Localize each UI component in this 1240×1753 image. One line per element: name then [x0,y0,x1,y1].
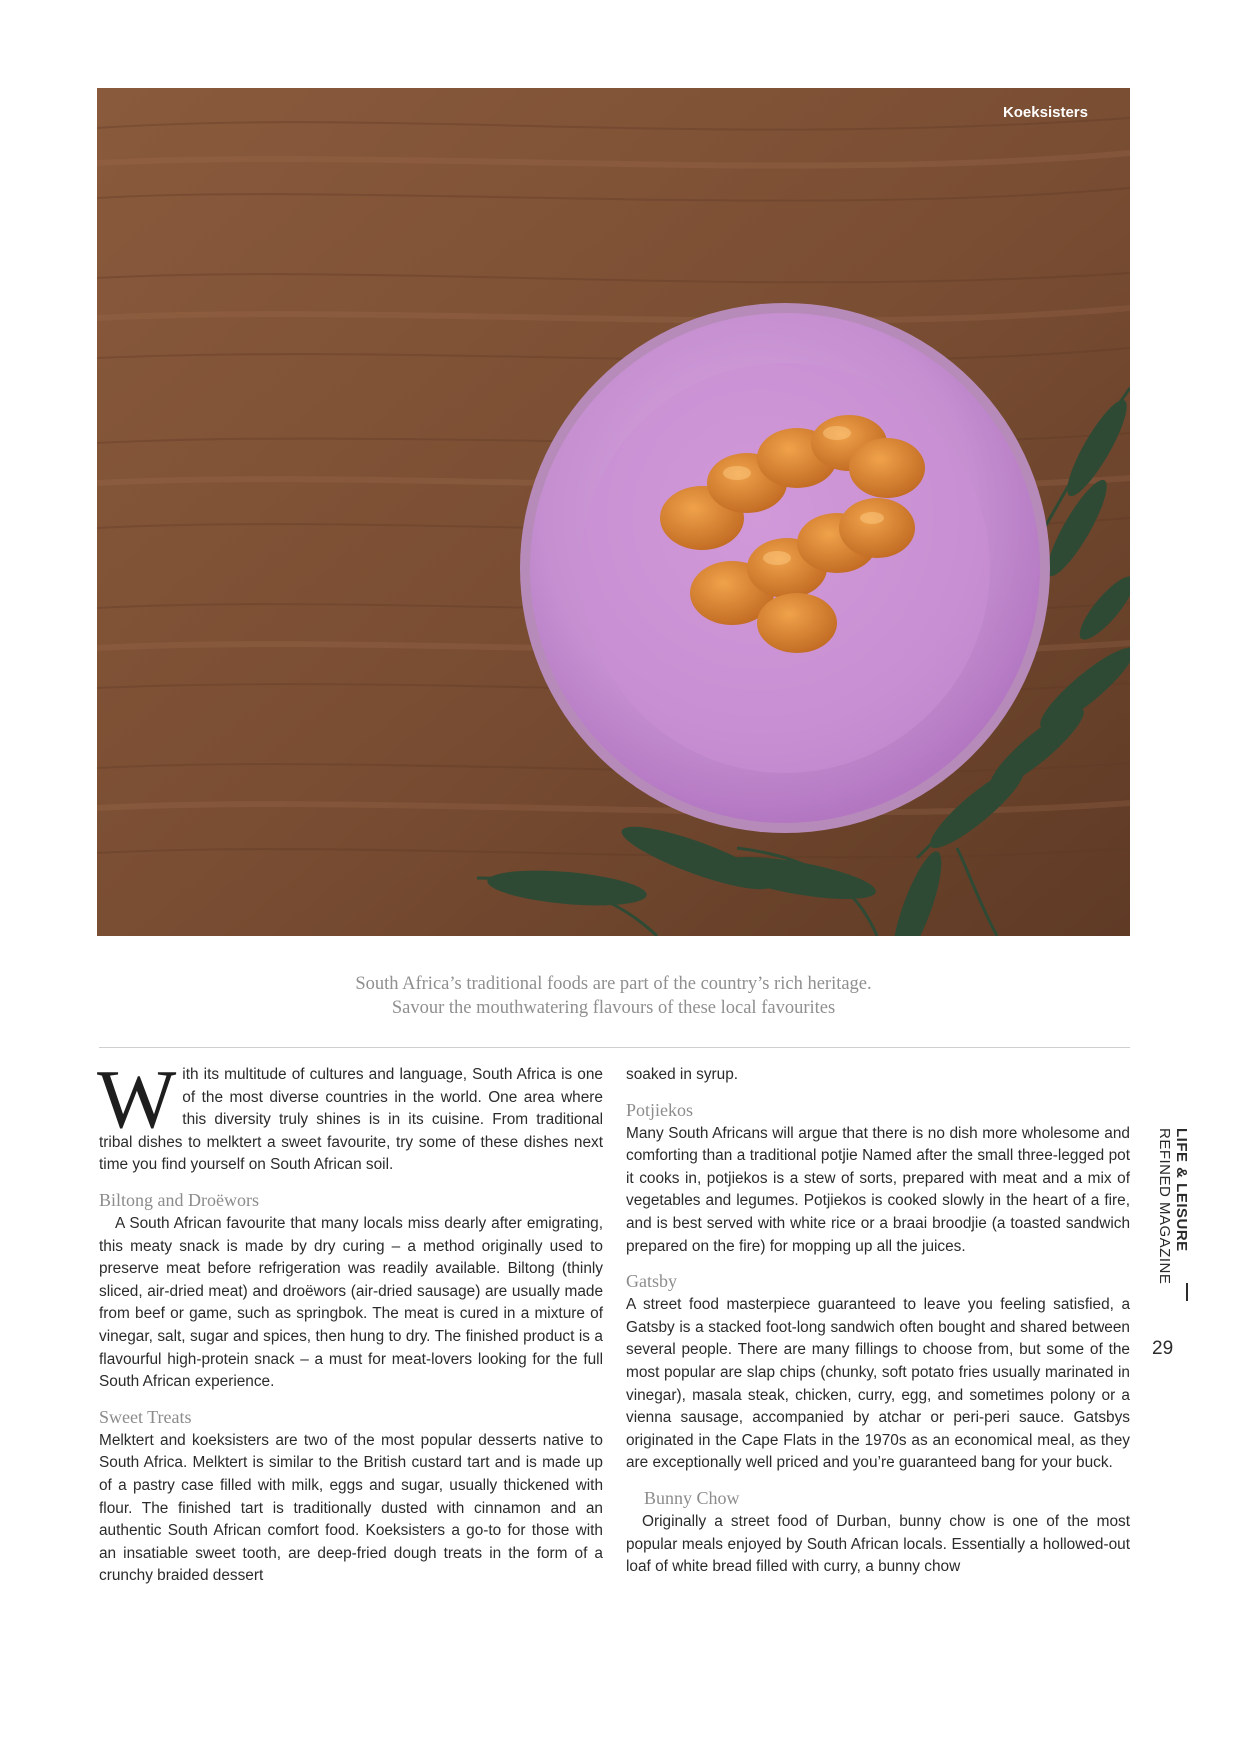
caption-line-1: South Africa’s traditional foods are part of the country’s rich heritage. [355,974,872,994]
body-bunny-chow: Originally a street food of Durban, bunny chow is one of the most popular meals enjoyed by South African locals. Essentially a hollowed-out loaf of white bread filled with curry, a bunny chow [626,1512,1130,1576]
body-potjiekos: Many South Africans will argue that there is no dish more wholesome and comforting than a traditional potjie Named after the small three-legged pot it cooks in, potjiekos is a stew of sorts, prepared with meat and a mix of vegetables and legumes. Potjiekos is cooked slowly in the heart of a fire, and is best served with white rice or a braai broodjie (a toasted sandwich prepared on the fire) for mopping up all the juices. [626,1124,1130,1255]
intro-paragraph [97,1053,603,1177]
left-column [97,1053,603,1588]
koeksisters-photo [97,88,1130,936]
intro-text: ith its multitude of cultures and language, South Africa is one of the most diverse countries in the world. One area where this diversity truly shines is in its cuisine. From traditional tribal dishes to melktert a sweet favourite, try some of these dishes next time you find yourself on South African soil. [99,1066,603,1174]
hero-photo [97,88,1130,936]
heading-biltong: Biltong and Droëwors [99,1189,259,1210]
drop-cap: W [97,1053,177,1146]
right-column [626,1064,1130,1579]
heading-bunny-chow: Bunny Chow [644,1487,740,1508]
divider [99,1047,1130,1048]
sidebar-divider [1186,1283,1188,1301]
body-sweet-treats: Melktert and koeksisters are two of the most popular desserts native to South Africa. Melktert is similar to the British custard tart and is made up of a pastry case filled with milk, eggs and sugar, usually thickened with flour. The finished tart is traditionally dusted with cinnamon and an authentic South African comfort food. Koeksisters a go-to for those with an insatiable sweet tooth, are deep-fried dough treats in the form of a crunchy braided dessert [99,1431,603,1585]
heading-gatsby: Gatsby [626,1271,677,1292]
section-name: LIFE & LEISURE [1173,1128,1190,1252]
heading-sweet-treats: Sweet Treats [99,1406,192,1427]
heading-potjiekos: Potjiekos [626,1099,694,1120]
photo-label: Koeksisters [1002,104,1088,121]
body-biltong: A South African favourite that many locals miss dearly after emigrating, this meaty snack is made by dry curing – a method originally used to preserve meat before refrigeration was readily available. Biltong (thinly sliced, air-dried meat) and droëwors (air-dried sausage) are usually made from beef or game, such as springbok. The meat is cured in a mixture of vinegar, salt, sugar and spices, then hung to dry. The finished product is a flavourful high-protein snack – a must for meat-lovers looking for the full South African experience. [99,1214,603,1391]
section-label [1156,1128,1190,1284]
caption-line-2: Savour the mouthwatering flavours of these local favourites [391,998,836,1018]
magazine-name: REFINED MAGAZINE [1156,1128,1173,1285]
body-sweet-treats-continued: soaked in syrup. [626,1066,739,1083]
photo-caption [97,972,1130,1020]
page-number: 29 [1152,1338,1174,1359]
body-gatsby: A street food masterpiece guaranteed to leave you feeling satisfied, a Gatsby is a stacked foot-long sandwich often bought and shared between several people. There are many fillings to choose from, but some of the most popular are slap chips (chunky, soft potato fries usually marinated in vinegar), masala steak, chicken, curry, egg, and sometimes polony or a vienna sausage, accompanied by atchar or peri-peri sauce. Gatsbys originated in the Cape Flats in the 1970s as an economical meal, as they are exceptionally well priced and you’re guaranteed bang for your buck. [626,1296,1130,1472]
